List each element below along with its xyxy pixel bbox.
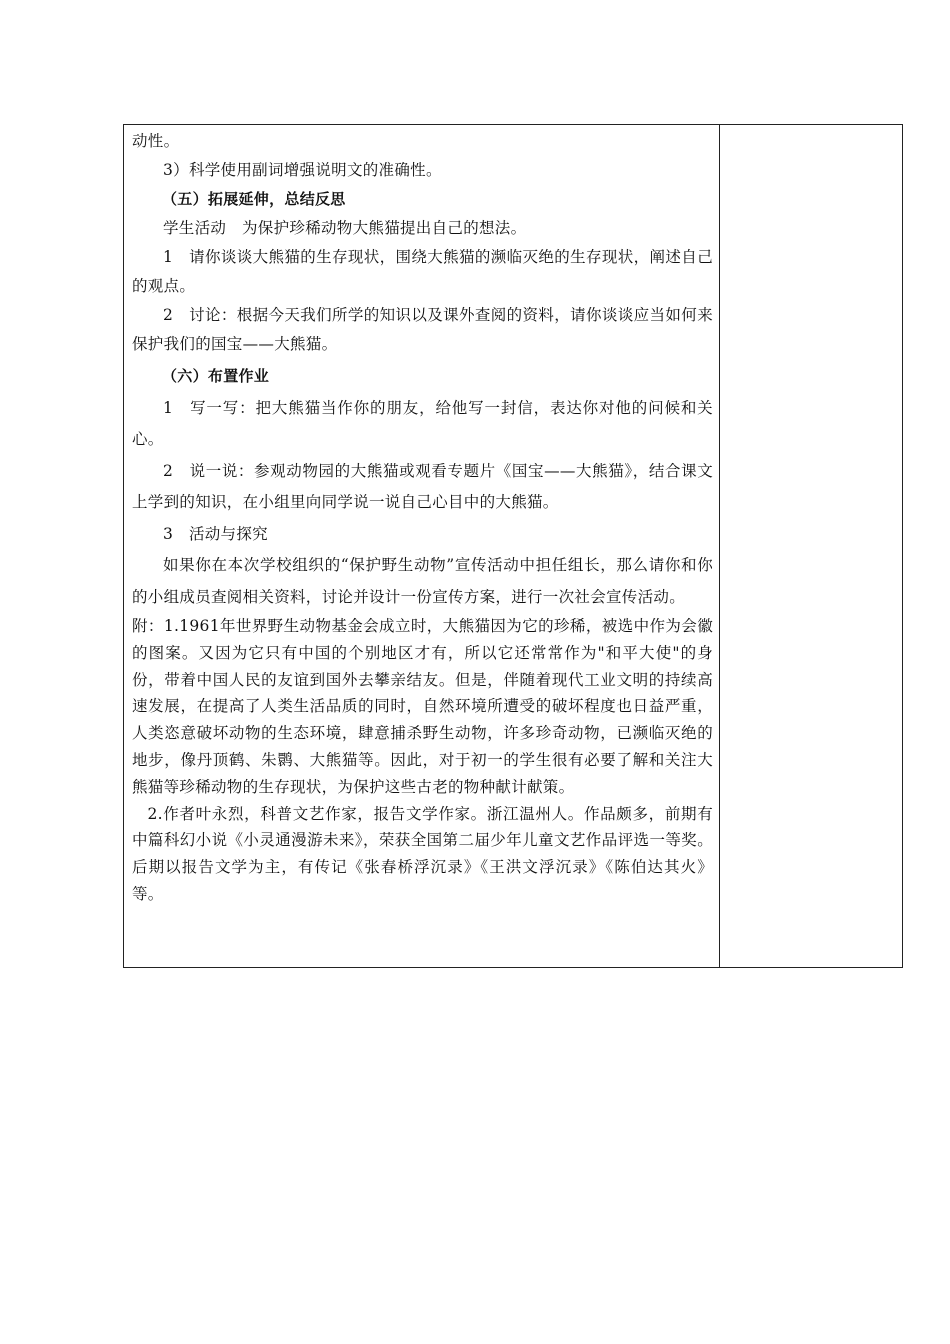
main-content-cell bbox=[124, 125, 720, 967]
paragraph-homework-1: 1 写一写：把大熊猫当作你的朋友，给他写一封信，表达你对他的问候和关心。 bbox=[132, 398, 713, 448]
paragraph-homework-3-body: 如果你在本次学校组织的“保护野生动物”宣传活动中担任组长，那么请你和你的小组成员查阅相关资料，讨论并设计一份宣传方案，进行一次社会宣传活动。 bbox=[132, 556, 713, 606]
paragraph-homework-3: 3 活动与探究 bbox=[163, 524, 268, 543]
side-notes-cell bbox=[720, 125, 902, 967]
paragraph-adverb-point: 3）科学使用副词增强说明文的准确性。 bbox=[163, 161, 442, 179]
paragraph-homework-2: 2 说一说：参观动物园的大熊猫或观看专题片《国宝——大熊猫》，结合课文上学到的知识，在小组里向同学说一说自己心目中的大熊猫。 bbox=[132, 461, 713, 511]
paragraph-continuation: 动性。 bbox=[132, 132, 180, 150]
paragraph-activity-1: 1 请你谈谈大熊猫的生存现状，围绕大熊猫的濒临灭绝的生存现状，阐述自己的观点。 bbox=[132, 248, 713, 295]
section-heading-extension: （五）拓展延伸，总结反思 bbox=[162, 190, 346, 208]
section-heading-homework: （六）布置作业 bbox=[162, 367, 270, 385]
appendix-note-1: 附：1.1961年世界野生动物基金会成立时，大熊猫因为它的珍稀，被选中作为会徽的图案。又因为它只有中国的个别地区才有，所以它还常常作为"和平大使"的身份，带着中国人民的友谊到国外去攀亲结友。但是，伴随着现代工业文明的持续高速发展，在提高了人类生活品质的同时，自然环境所遭受的破坏程度也日益严重，人类恣意破坏动物的生态环境，肆意捕杀野生动物，许多珍奇动物，已濒临灭绝的地步，像丹顶鹤、朱鹮、大熊猫等。因此，对于初一的学生很有必要了解和关注大熊猫等珍稀动物的生存现状，为保护这些古老的物种献计献策。 bbox=[132, 617, 713, 796]
paragraph-activity-2: 2 讨论：根据今天我们所学的知识以及课外查阅的资料，请你谈谈应当如何来保护我们的国宝——大熊猫。 bbox=[132, 306, 713, 353]
appendix-note-2: 2.作者叶永烈，科普文艺作家，报告文学作家。浙江温州人。作品颇多，前期有中篇科幻小说《小灵通漫游未来》，荣获全国第二届少年儿童文艺作品评选一等奖。后期以报告文学为主，有传记《张春桥浮沉录》《王洪文浮沉录》《陈伯达其火》等。 bbox=[132, 804, 713, 903]
paragraph-student-activity: 学生活动 为保护珍稀动物大熊猫提出自己的想法。 bbox=[163, 219, 527, 237]
lesson-plan-table bbox=[123, 124, 903, 968]
